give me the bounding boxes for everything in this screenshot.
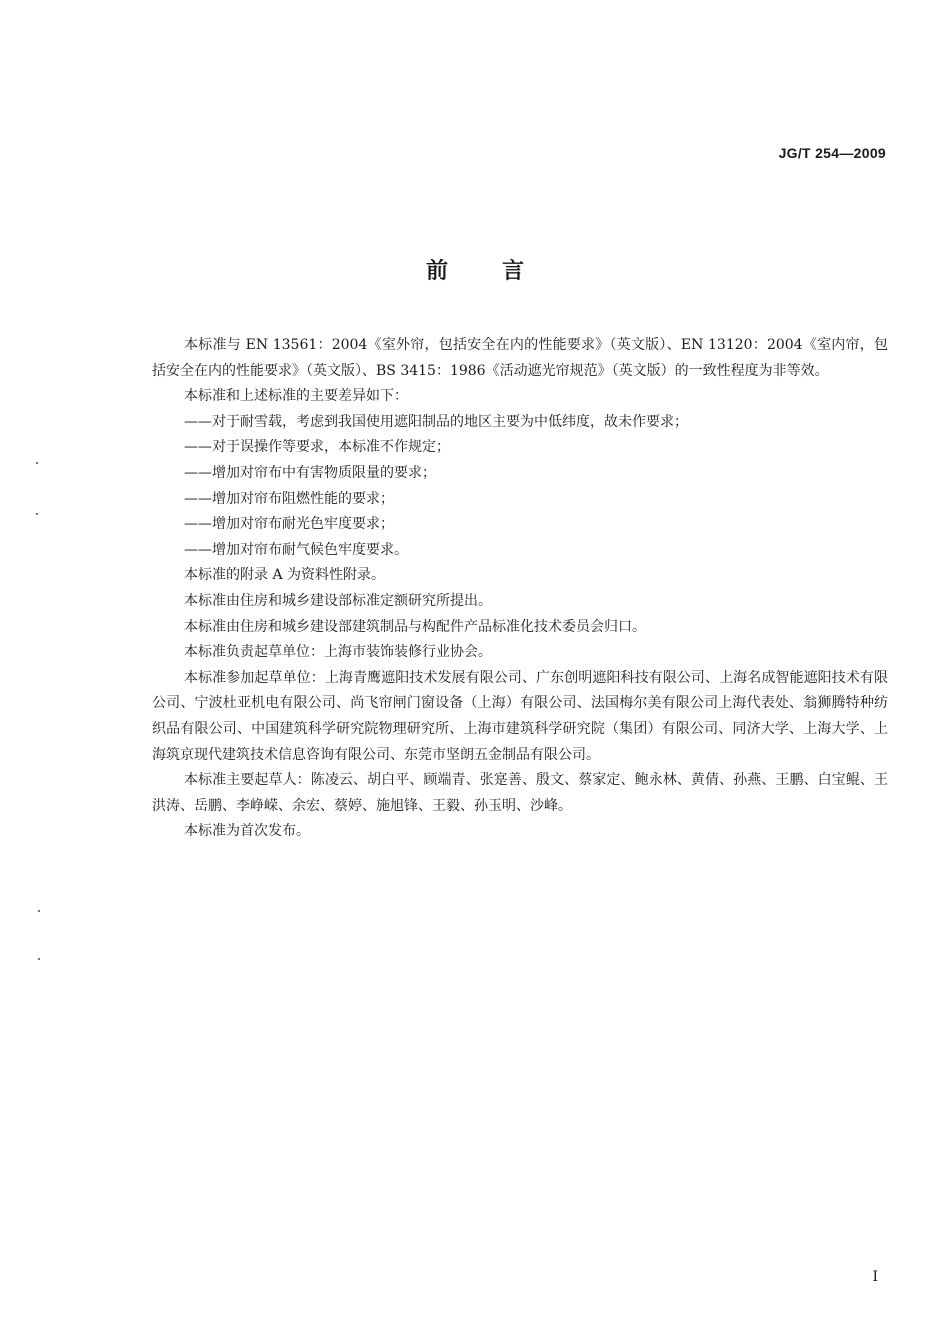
difference-item: ——增加对帘布中有害物质限量的要求；	[184, 464, 436, 481]
standard-number: JG/T 254—2009	[778, 145, 886, 161]
difference-item: ——增加对帘布阻燃性能的要求；	[184, 490, 394, 507]
closing-paragraph: 本标准为首次发布。	[184, 823, 310, 840]
intro-paragraph: 本标准和上述标准的主要差异如下：	[184, 388, 408, 405]
scan-speck	[38, 910, 40, 912]
difference-item: ——对于耐雪载，考虑到我国使用遮阳制品的地区主要为中低纬度，故未作要求；	[184, 413, 688, 430]
closing-paragraph: 本标准的附录 A 为资料性附录。	[184, 567, 386, 584]
scan-speck	[36, 513, 38, 515]
foreword-body	[152, 333, 888, 845]
closing-paragraph: 本标准主要起草人：陈凌云、胡白平、顾端青、张寔善、殷文、蔡家定、鲍永林、黄倩、孙燕、王鹏、白宝鲲、王洪涛、岳鹏、李峥嵘、余宏、蔡婷、施旭锋、王毅、孙玉明、沙峰。	[152, 772, 888, 814]
closing-paragraph: 本标准负责起草单位：上海市装饰装修行业协会。	[184, 644, 492, 661]
closing-paragraph: 本标准由住房和城乡建设部建筑制品与构配件产品标准化技术委员会归口。	[184, 618, 646, 635]
difference-item: ——增加对帘布耐气候色牢度要求。	[184, 541, 408, 558]
page-number: I	[872, 1269, 878, 1285]
closing-paragraph: 本标准由住房和城乡建设部标准定额研究所提出。	[184, 592, 492, 609]
scan-speck	[36, 462, 38, 464]
closing-paragraph: 本标准参加起草单位：上海青鹰遮阳技术发展有限公司、广东创明遮阳科技有限公司、上海名成智能遮阳技术有限公司、宁波杜亚机电有限公司、尚飞帘闸门窗设备（上海）有限公司、法国梅尔美有限公司上海代表处、翁狮腾特种纺织品有限公司、中国建筑科学研究院物理研究所、上海市建筑科学研究院（集团）有限公司、同济大学、上海大学、上海筑京现代建筑技术信息咨询有限公司、东莞市坚朗五金制品有限公司。	[152, 669, 888, 763]
difference-item: ——增加对帘布耐光色牢度要求；	[184, 516, 394, 533]
page-title: 前言	[425, 259, 578, 284]
scan-speck	[38, 958, 40, 960]
intro-paragraph: 本标准与 EN 13561：2004《室外帘，包括安全在内的性能要求》（英文版）、EN 13120：2004《室内帘，包括安全在内的性能要求》（英文版）、BS 3415：1986《活动遮光帘规范》（英文版）的一致性程度为非等效。	[152, 337, 888, 379]
difference-item: ——对于误操作等要求，本标准不作规定；	[184, 439, 450, 456]
